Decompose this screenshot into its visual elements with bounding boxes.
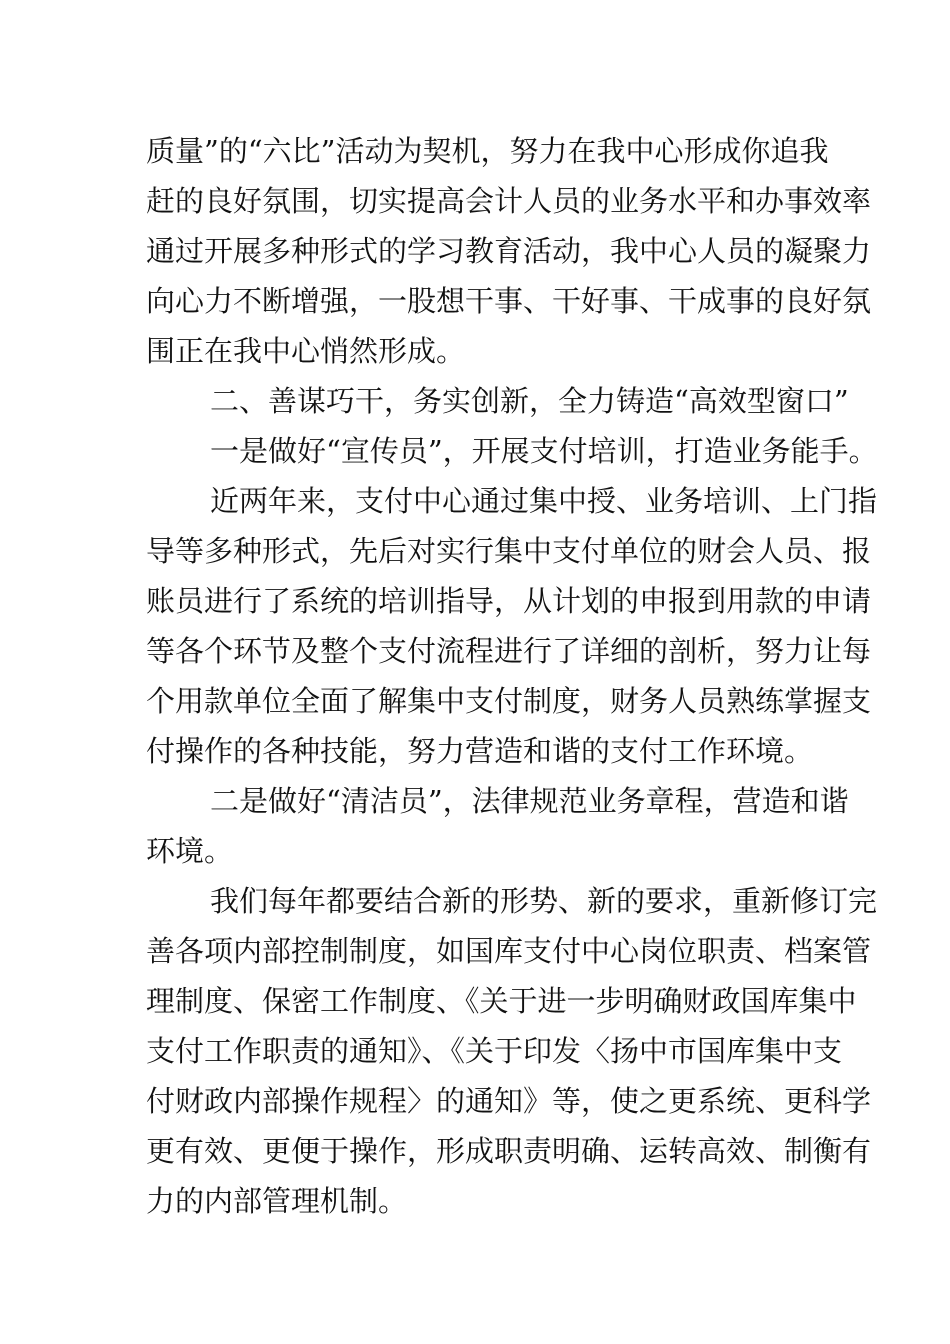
text-line: 向心力不断增强，一股想干事、干好事、干成事的良好氛 (146, 284, 872, 318)
text-line: 账员进行了系统的培训指导，从计划的申报到用款的申请 (146, 584, 872, 618)
text-line: 围正在我中心悄然形成。 (146, 334, 466, 368)
text-line: 力的内部管理机制。 (146, 1184, 408, 1218)
text-line: 支付工作职责的通知》、《关于印发〈扬中市国库集中支 (146, 1034, 843, 1068)
subsection-heading: 二是做好“清洁员”，法律规范业务章程，营造和谐 (210, 784, 849, 818)
text-line: 等各个环节及整个支付流程进行了详细的剖析，努力让每 (146, 634, 872, 668)
section-heading: 二、善谋巧干，务实创新，全力铸造“高效型窗口” (210, 384, 849, 418)
subsection-heading: 一是做好“宣传员”，开展支付培训，打造业务能手。 (210, 434, 878, 468)
text-line: 付操作的各种技能，努力营造和谐的支付工作环境。 (146, 734, 814, 768)
text-line: 更有效、更便于操作，形成职责明确、运转高效、制衡有 (146, 1134, 872, 1168)
text-line: 近两年来，支付中心通过集中授、业务培训、上门指 (210, 484, 878, 518)
text-line: 付财政内部操作规程〉的通知》等，使之更系统、更科学 (146, 1084, 872, 1118)
text-line: 赶的良好氛围，切实提高会计人员的业务水平和办事效率 (146, 184, 872, 218)
text-line: 理制度、保密工作制度、《关于进一步明确财政国库集中 (146, 984, 857, 1018)
text-line: 导等多种形式，先后对实行集中支付单位的财会人员、报 (146, 534, 872, 568)
text-line: 我们每年都要结合新的形势、新的要求，重新修订完 (210, 884, 878, 918)
text-line: 通过开展多种形式的学习教育活动，我中心人员的凝聚力 (146, 234, 872, 268)
text-line: 善各项内部控制制度，如国库支付中心岗位职责、档案管 (146, 934, 872, 968)
text-line: 质量”的“六比”活动为契机，努力在我中心形成你追我 (146, 134, 829, 168)
text-line: 个用款单位全面了解集中支付制度，财务人员熟练掌握支 (146, 684, 872, 718)
text-line: 环境。 (146, 834, 234, 868)
document-body (146, 126, 878, 1226)
